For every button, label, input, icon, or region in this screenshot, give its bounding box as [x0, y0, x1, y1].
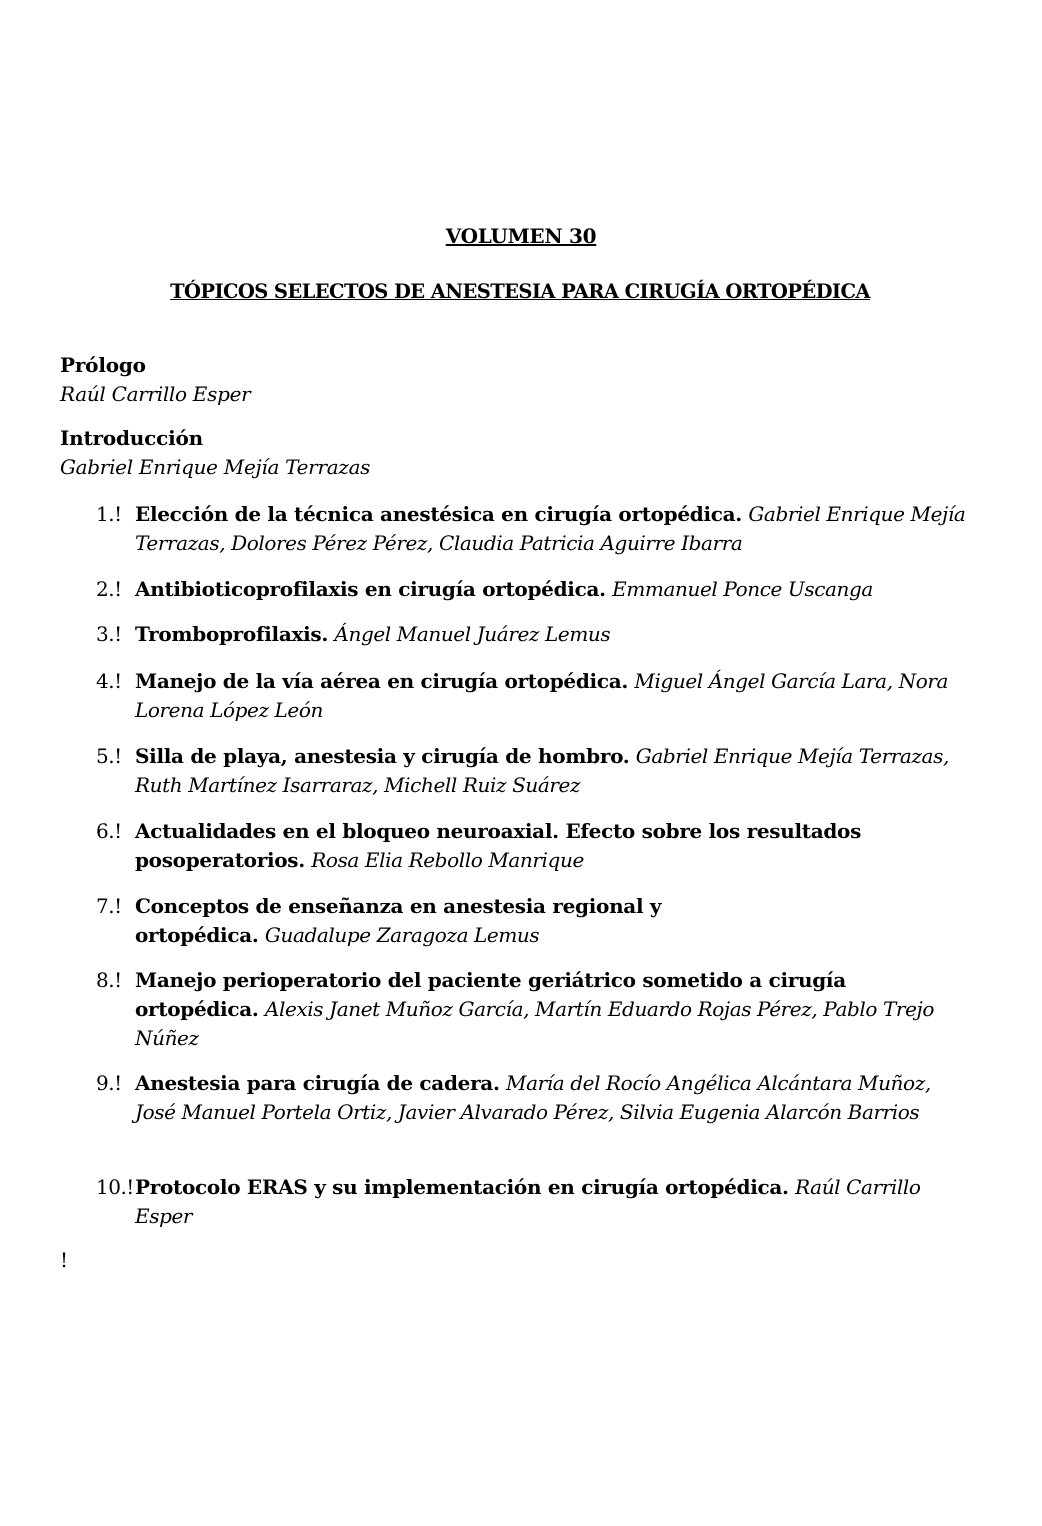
chapter-number: 4.! — [96, 669, 122, 693]
chapter-authors: Alexis Janet Muñoz García, Martín Eduardo Rojas Pérez, Pablo Trejo Núñez — [135, 997, 934, 1050]
chapter-authors: Ángel Manuel Juárez Lemus — [334, 622, 611, 646]
chapter-title: Manejo de la vía aérea en cirugía ortopédica. — [135, 669, 629, 693]
chapter-number: 2.! — [96, 577, 122, 601]
chapter-number: 8.! — [96, 968, 122, 992]
introduction-heading: Introducción — [60, 426, 203, 450]
chapter-authors: Raúl Carrillo Esper — [135, 1175, 921, 1228]
chapter-number: 3.! — [96, 622, 122, 646]
chapter-number: 5.! — [96, 744, 122, 768]
chapter-title: Anestesia para cirugía de cadera. — [135, 1071, 500, 1095]
chapter-title: Conceptos de enseñanza en anestesia regional y ortopédica. — [135, 894, 662, 947]
chapter-authors: Gabriel Enrique Mejía Terrazas, Ruth Martínez Isarraraz, Michell Ruiz Suárez — [135, 744, 949, 797]
chapter-title: Antibioticoprofilaxis en cirugía ortopédica. — [135, 577, 606, 601]
chapter-number: 1.! — [96, 502, 122, 526]
prologue-author: Raúl Carrillo Esper — [60, 382, 251, 406]
prologue-heading: Prólogo — [60, 353, 146, 377]
chapter-number: 9.! — [96, 1071, 122, 1095]
book-title: TÓPICOS SELECTOS DE ANESTESIA PARA CIRUGÍA ORTOPÉDICA — [170, 280, 870, 303]
chapter-title: Tromboprofilaxis. — [135, 622, 329, 646]
chapter-authors: Gabriel Enrique Mejía Terrazas, Dolores Pérez Pérez, Claudia Patricia Aguirre Ibarra — [135, 502, 966, 555]
chapter-authors: Rosa Elia Rebollo Manrique — [311, 848, 584, 872]
chapter-authors: Miguel Ángel García Lara, Nora Lorena López León — [135, 669, 949, 722]
chapter-title: Elección de la técnica anestésica en cirugía ortopédica. — [135, 502, 742, 526]
chapter-number: 10.! — [96, 1175, 134, 1199]
introduction-author: Gabriel Enrique Mejía Terrazas — [60, 455, 371, 479]
chapter-number: 6.! — [96, 819, 122, 843]
chapter-title: Manejo perioperatorio del paciente geriátrico sometido a cirugía ortopédica. — [135, 968, 846, 1021]
introduction-entry — [60, 424, 370, 482]
chapter-authors: Emmanuel Ponce Uscanga — [612, 577, 873, 601]
prologue-entry — [60, 351, 250, 409]
chapter-title: Protocolo ERAS y su implementación en cirugía ortopédica. — [135, 1175, 789, 1199]
chapter-title: Silla de playa, anestesia y cirugía de hombro. — [135, 744, 630, 768]
stray-mark: ! — [60, 1248, 69, 1272]
chapter-title: Actualidades en el bloqueo neuroaxial. Efecto sobre los resultados posoperatorios. — [135, 819, 862, 872]
chapter-authors: María del Rocío Angélica Alcántara Muñoz, José Manuel Portela Ortiz, Javier Alvarado Pérez, Silvia Eugenia Alarcón Barrios — [135, 1071, 931, 1124]
volume-heading: VOLUMEN 30 — [445, 224, 597, 248]
chapter-number: 7.! — [96, 894, 122, 918]
chapter-authors: Guadalupe Zaragoza Lemus — [264, 923, 540, 947]
